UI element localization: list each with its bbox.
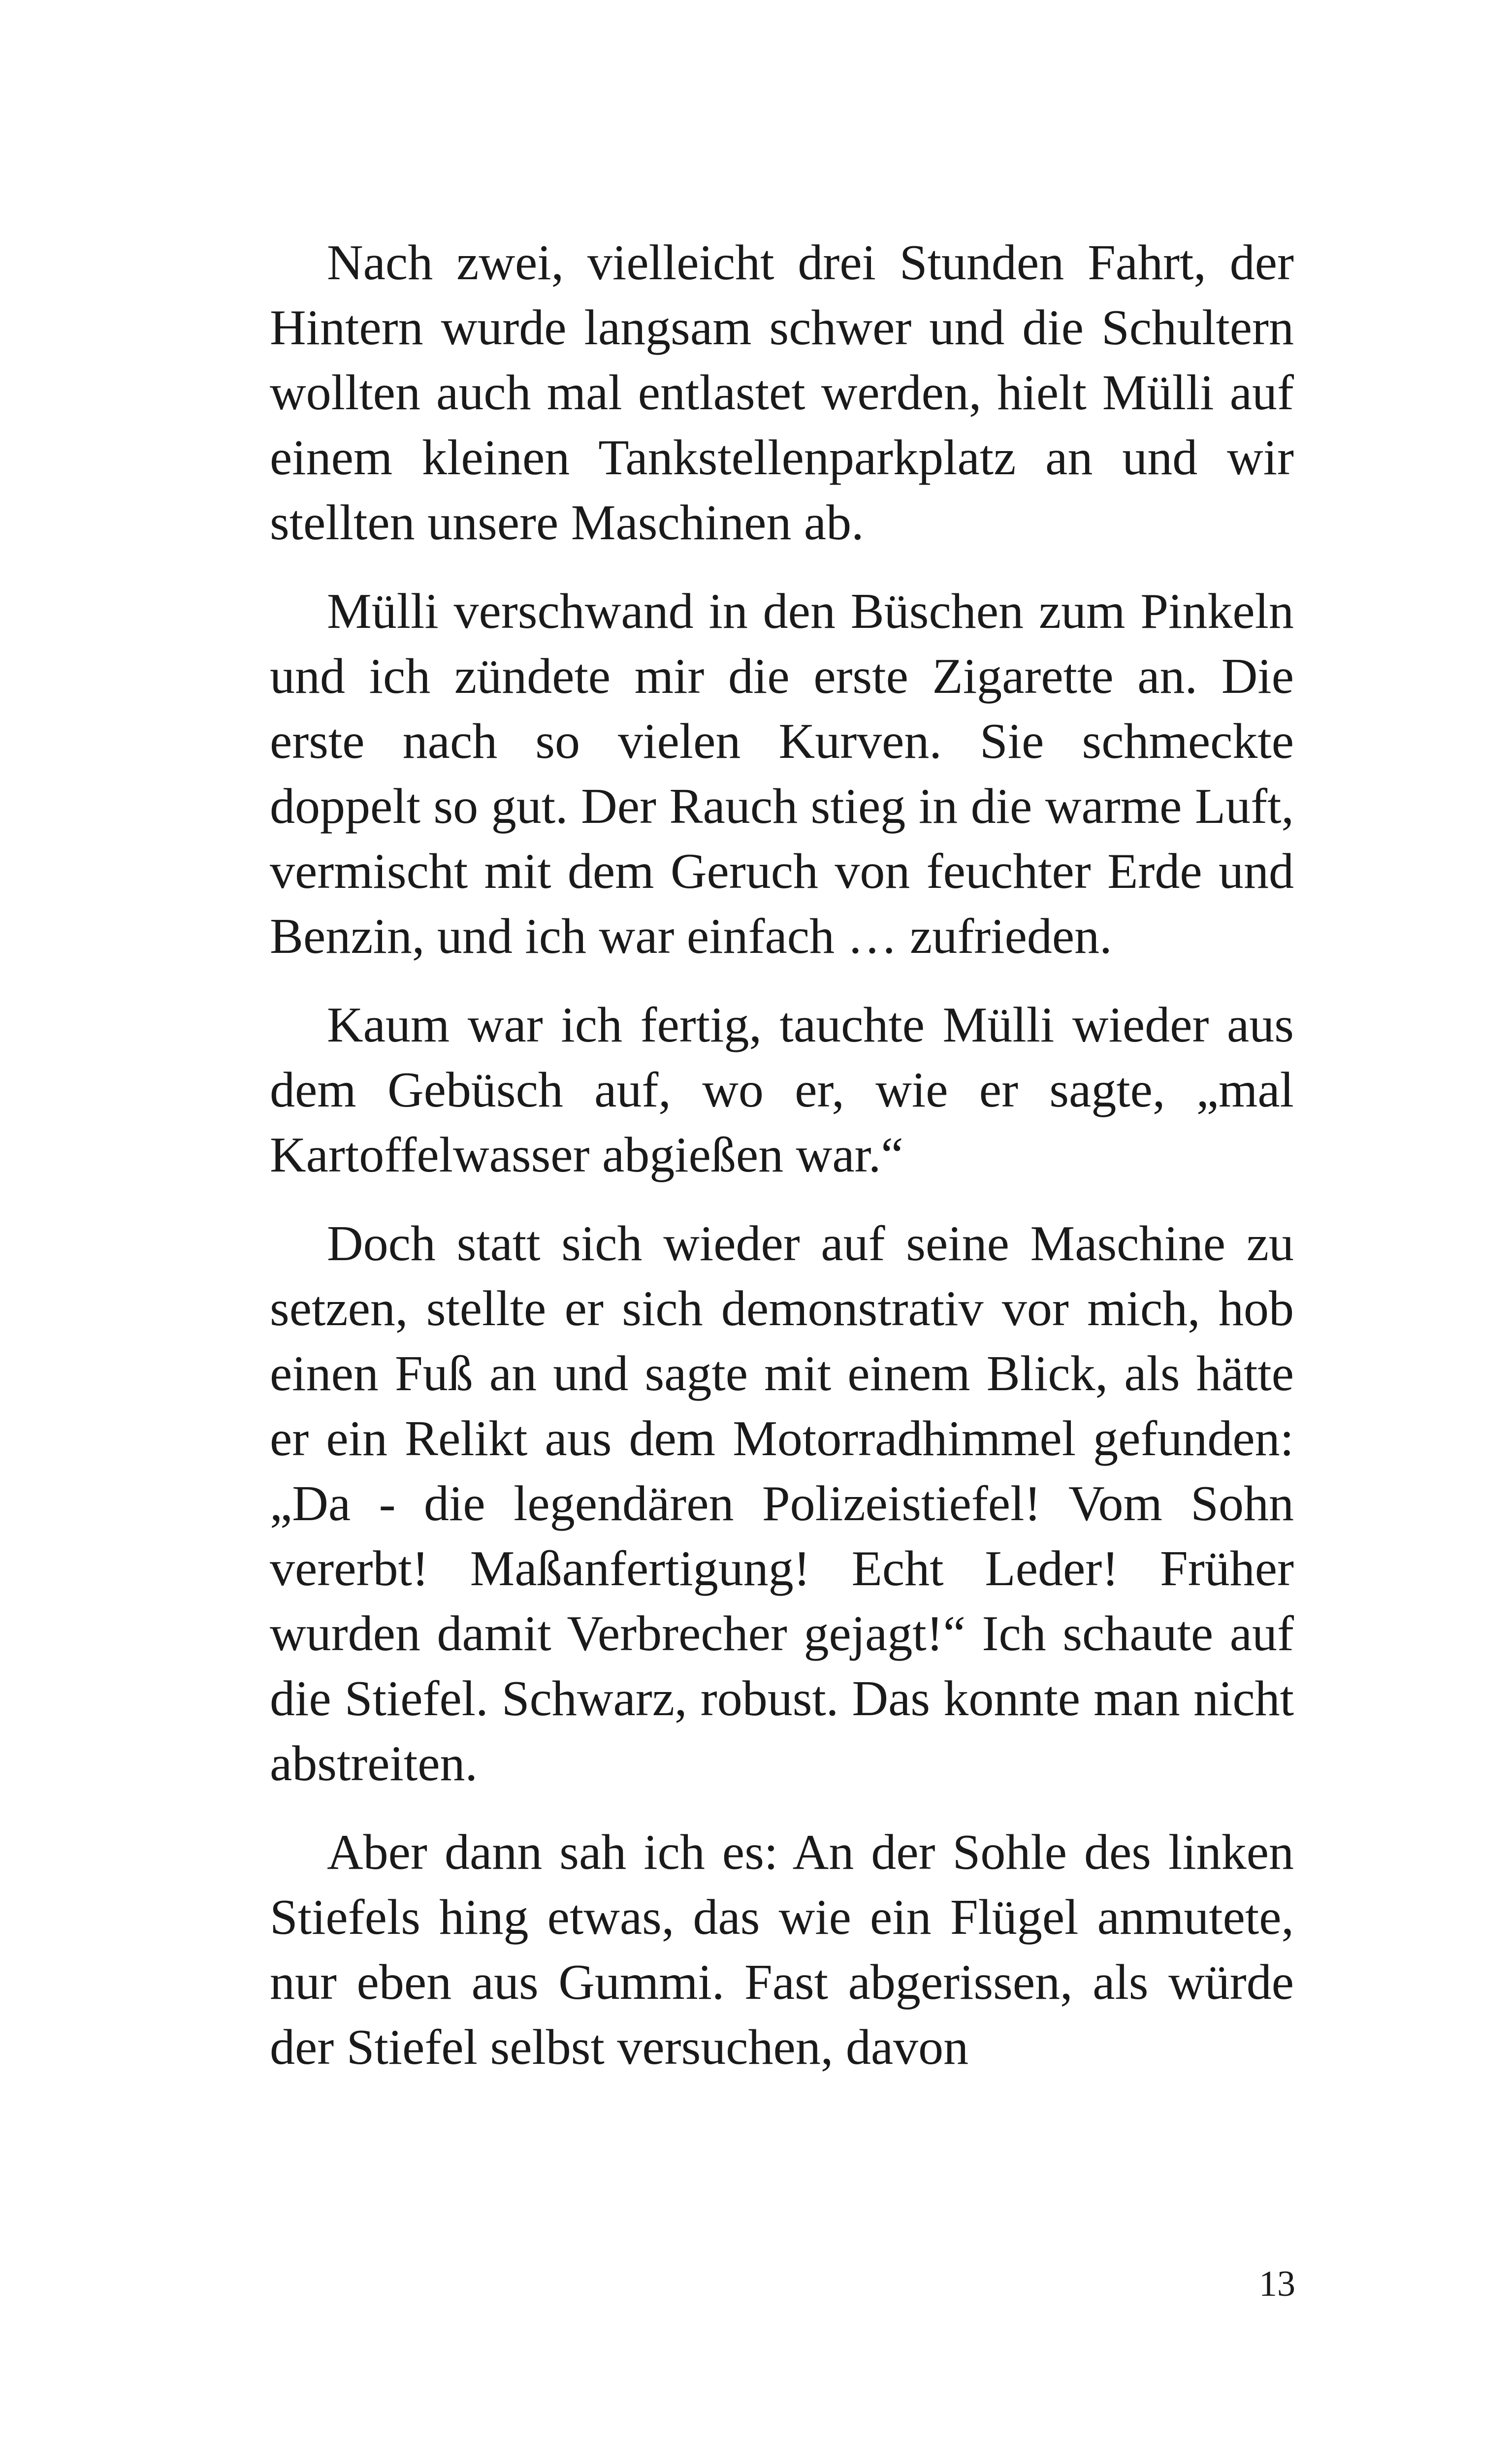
paragraph-3: Kaum war ich fertig, tauchte Mülli wieder aus dem Gebüsch auf, wo er, wie er sagte, „mal Kartoffelwasser abgießen war.“ (270, 997, 1294, 1183)
paragraph-1: Nach zwei, vielleicht drei Stunden Fahrt, der Hintern wurde langsam schwer und die Schultern wollten auch mal entlastet werden, hielt Mülli auf einem kleinen Tankstellenparkplatz an und wir stellten unsere Maschinen ab. (270, 235, 1294, 551)
paragraph-5: Aber dann sah ich es: An der Sohle des linken Stiefels hing etwas, das wie ein Flügel anmutete, nur eben aus Gummi. Fast abgerissen, als würde der Stiefel selbst versuchen, davon (270, 1824, 1294, 2075)
body-text (270, 230, 1294, 2104)
page-number: 13 (1259, 2264, 1295, 2304)
paragraph-2: Mülli verschwand in den Büschen zum Pinkeln und ich zündete mir die erste Zigarette an. Die erste nach so vielen Kurven. Sie schmeckte doppelt so gut. Der Rauch stieg in die warme Luft, vermischt mit dem Geruch von feuchter Erde und Benzin, und ich war einfach … zufrieden. (270, 584, 1294, 964)
paragraph-4: Doch statt sich wieder auf seine Maschine zu setzen, stellte er sich demonstrativ vor mich, hob einen Fuß an und sagte mit einem Blick, als hätte er ein Relikt aus dem Motorradhimmel gefunden: „Da - die legendären Polizeistiefel! Vom Sohn vererbt! Maßanfertigung! Echt Leder! Früher wurden damit Verbrecher gejagt!“ Ich schaute auf die Stiefel. Schwarz, robust. Das konnte man nicht abstreiten. (270, 1216, 1294, 1792)
